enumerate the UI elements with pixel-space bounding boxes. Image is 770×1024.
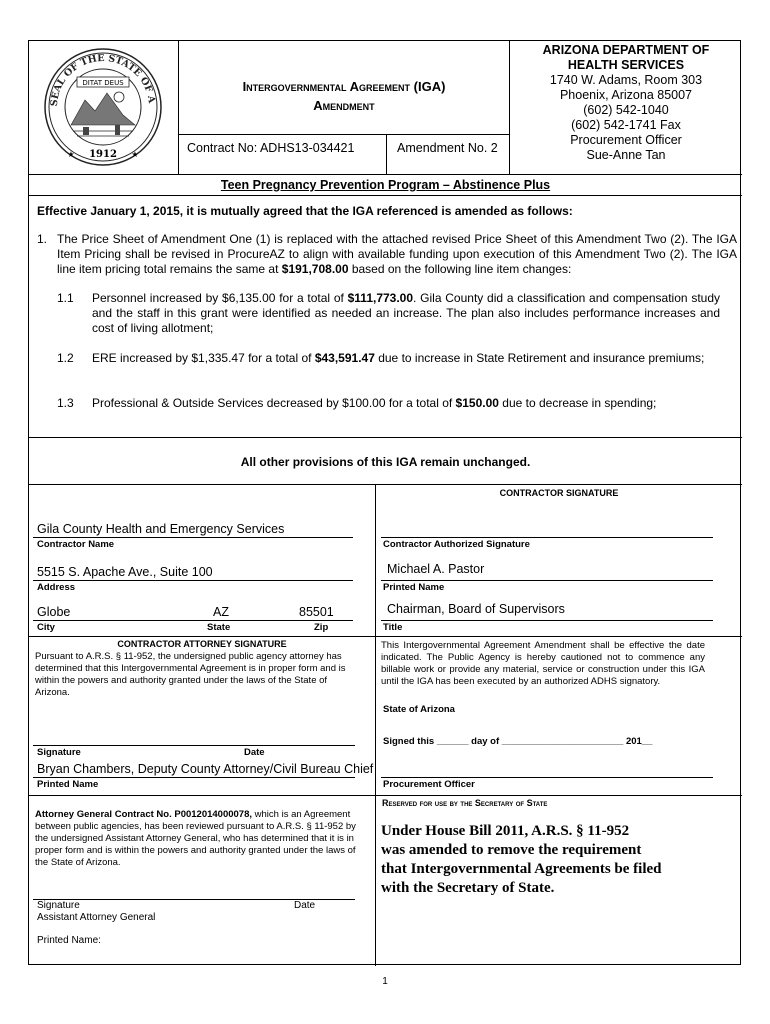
item-1-1-number: 1.1 — [57, 291, 74, 305]
amendment-number: Amendment No. 2 — [397, 141, 498, 155]
program-title: Teen Pregnancy Prevention Program – Abstinence Plus — [220, 178, 551, 192]
item-1-text: The Price Sheet of Amendment One (1) is replaced with the attached revised Price Sheet of this Amendment Two (2). The IGA Item Pricing shall be revised in ProcureAZ to align with available funding upon execution of this Amendment Two (2). The IGA line item pricing total remains the same at $191,708.00 based on the following line item changes: — [57, 232, 737, 276]
document-title: Intergovernmental Agreement (IGA) — [242, 79, 446, 94]
authorized-signature-label: Contractor Authorized Signature — [383, 539, 530, 550]
state-label: State — [207, 622, 231, 633]
signed-date-line[interactable]: Signed this ______ day of _______________________ 201__ — [383, 736, 653, 747]
item-1-2-number: 1.2 — [57, 351, 74, 365]
zip-value[interactable]: 85501 — [299, 605, 334, 619]
attorney-signature-label: Signature — [37, 747, 81, 758]
attorney-statement: Pursuant to A.R.S. § 11-952, the undersigned public agency attorney has determined that this Intergovernmental Agreement is in proper form and is within the powers and authority granted under the laws of the State of Arizona. — [35, 651, 346, 698]
effective-notice: This Intergovernmental Agreement Amendment shall be effective the date indicated. The Public Agency is hereby cautioned not to commence any billable work or provide any material, service or construction under this IGA until the IGA has been executed by an authorized ADHS signatory. — [381, 640, 705, 687]
procurement-officer-label: Procurement Officer — [383, 779, 475, 790]
dept-name: ARIZONA DEPARTMENT OF — [542, 43, 710, 57]
item-1-3-text: Professional & Outside Services decreased by $100.00 for a total of $150.00 due to decrease in spending; — [92, 396, 657, 410]
state-value[interactable]: AZ — [213, 605, 229, 619]
ag-date-label: Date — [294, 900, 316, 911]
contractor-name-value[interactable]: Gila County Health and Emergency Services — [37, 522, 285, 536]
seal-year: 1912 — [89, 149, 117, 160]
dept-city: Phoenix, Arizona 85007 — [559, 88, 693, 102]
state-of-arizona-label: State of Arizona — [383, 704, 455, 715]
dept-phone: (602) 542-1040 — [583, 103, 669, 117]
procurement-officer-name: Sue-Anne Tan — [586, 148, 666, 162]
contractor-name-label: Contractor Name — [37, 539, 115, 550]
title-value[interactable]: Chairman, Board of Supervisors — [387, 602, 565, 616]
ag-contract-number: Attorney General Contract No. P0012014000078, — [35, 809, 253, 820]
svg-text:GREAT SEAL OF THE STATE OF ARI — [33, 45, 157, 107]
seal-top-text: SEAL OF THE STATE OF A — [48, 52, 157, 107]
attorney-printed-name-value[interactable]: Bryan Chambers, Deputy County Attorney/Civil Bureau Chief — [37, 762, 374, 776]
house-bill-notice: Under House Bill 2011, A.R.S. § 11-952 was amended to remove the requirement that Intergovernmental Agreements be filed with the Secretary of State. — [381, 823, 662, 896]
seal-motto: DITAT DEUS — [82, 79, 124, 87]
arizona-seal-icon — [33, 45, 173, 169]
city-label: City — [37, 622, 55, 633]
item-1-2-text: ERE increased by $1,335.47 for a total of $43,591.47 due to increase in State Retirement and insurance premiums; — [92, 351, 705, 365]
printed-name-value[interactable]: Michael A. Pastor — [387, 562, 485, 576]
item-1-number: 1. — [37, 232, 48, 246]
contractor-signature-heading: CONTRACTOR SIGNATURE — [499, 488, 619, 498]
zip-label: Zip — [314, 622, 329, 633]
department-info — [510, 43, 742, 163]
city-value[interactable]: Globe — [37, 605, 71, 619]
aag-label: Assistant Attorney General — [37, 912, 156, 923]
svg-text:★: ★ — [67, 150, 75, 159]
provisions-unchanged: All other provisions of this IGA remain unchanged. — [240, 455, 531, 469]
effective-statement: Effective January 1, 2015, it is mutually agreed that the IGA referenced is amended as follows: — [37, 204, 573, 218]
contractor-address-label: Address — [37, 582, 76, 593]
attorney-printed-name-label: Printed Name — [37, 779, 99, 790]
page-number: 1 — [382, 976, 388, 987]
iga-amendment-form — [28, 40, 741, 965]
contract-number: Contract No: ADHS13-034421 — [187, 141, 355, 155]
printed-name-label: Printed Name — [383, 582, 445, 593]
procurement-officer-title: Procurement Officer — [570, 133, 682, 147]
attorney-date-label: Date — [244, 747, 265, 758]
item-1-1-text: Personnel increased by $6,135.00 for a total of $111,773.00. Gila County did a classification and compensation study and the staff in this grant were identified as needed an increase. The plan also includes performance increases and cost of living allotment; — [92, 291, 720, 335]
attorney-general-statement: Attorney General Contract No. P0012014000078, which is an Agreement between public agencies, has been reviewed pursuant to A.R.S. § 11-952 by the undersigned Assistant Attorney General, who has determined that it is in proper form and is within the powers and authority granted under the laws of the State of Arizona. — [35, 809, 356, 868]
item-1-total: $191,708.00 — [281, 262, 349, 276]
dept-address: 1740 W. Adams, Room 303 — [549, 73, 703, 87]
dept-name-2: HEALTH SERVICES — [567, 58, 685, 72]
svg-text:★: ★ — [131, 150, 139, 159]
attorney-heading: CONTRACTOR ATTORNEY SIGNATURE — [117, 639, 287, 649]
ag-printed-name-label: Printed Name: — [37, 935, 101, 946]
contractor-address-value[interactable]: 5515 S. Apache Ave., Suite 100 — [37, 565, 213, 579]
document-subtitle: Amendment — [313, 98, 375, 113]
title-label: Title — [383, 622, 403, 633]
dept-fax: (602) 542-1741 Fax — [571, 118, 681, 132]
item-1-3-number: 1.3 — [57, 396, 74, 410]
ag-signature-label: Signature — [37, 900, 80, 911]
reserved-secretary-of-state: Reserved for use by the Secretary of State — [382, 798, 548, 808]
